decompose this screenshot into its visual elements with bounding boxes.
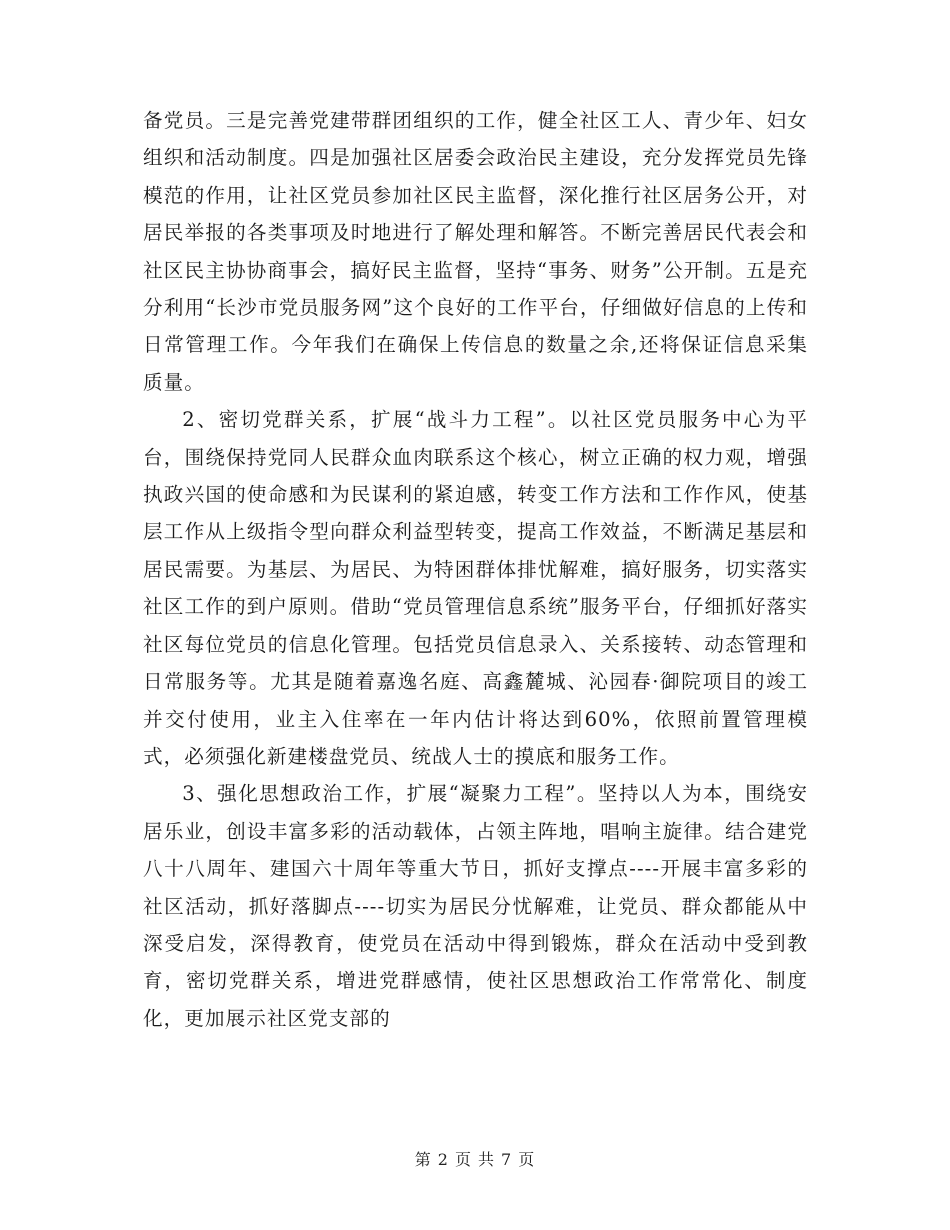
document-body	[143, 102, 808, 1037]
paragraph-3: 3、强化思想政治工作，扩展“凝聚力工程”。坚持以人为本，围绕安居乐业，创设丰富多彩的活动载体，占领主阵地，唱响主旋律。结合建党八十八周年、建国六十周年等重大节日，抓好支撑点----开展丰富多彩的社区活动，抓好落脚点----切实为居民分忧解难，让党员、群众都能从中深受启发，深得教育，使党员在活动中得到锻炼，群众在活动中受到教育，密切党群关系，增进党群感情，使社区思想政治工作常常化、制度化，更加展示社区党支部的	[143, 782, 808, 1030]
footer-total-pages: 7	[501, 1150, 513, 1169]
footer-label-end: 页	[518, 1150, 536, 1169]
paragraph-2: 2、密切党群关系，扩展“战斗力工程”。以社区党员服务中心为平台，围绕保持党同人民群众血肉联系这个核心，树立正确的权力观，增强执政兴国的使命感和为民谋利的紧迫感，转变工作方法和工作作风，使基层工作从上级指令型向群众利益型转变，提高工作效益，不断满足基层和居民需要。为基层、为居民、为特困群体排忧解难，搞好服务，切实落实社区工作的到户原则。借助“党员管理信息系统”服务平台，仔细抓好落实社区每位党员的信息化管理。包括党员信息录入、关系接转、动态管理和日常服务等。尤其是随着嘉逸名庭、高鑫麓城、沁园春·御院项目的竣工并交付使用，业主入住率在一年内估计将达到60%，依照前置管理模式，必须强化新建楼盘党员、统战人士的摸底和服务工作。	[143, 408, 808, 768]
footer-current-page: 2	[437, 1150, 449, 1169]
footer-label-page: 第	[414, 1150, 432, 1169]
paragraph-1: 备党员。三是完善党建带群团组织的工作，健全社区工人、青少年、妇女组织和活动制度。四是加强社区居委会政治民主建设，充分发挥党员先锋模范的作用，让社区党员参加社区民主监督，深化推行社区居务公开，对居民举报的各类事项及时地进行了解处理和解答。不断完善居民代表会和社区民主协协商事会，搞好民主监督，坚持“事务、财务”公开制。五是充分利用“长沙市党员服务网”这个良好的工作平台，仔细做好信息的上传和日常管理工作。今年我们在确保上传信息的数量之余,还将保证信息采集质量。	[143, 109, 808, 394]
footer-label-of: 页 共	[454, 1150, 496, 1169]
page-footer	[0, 1147, 950, 1170]
